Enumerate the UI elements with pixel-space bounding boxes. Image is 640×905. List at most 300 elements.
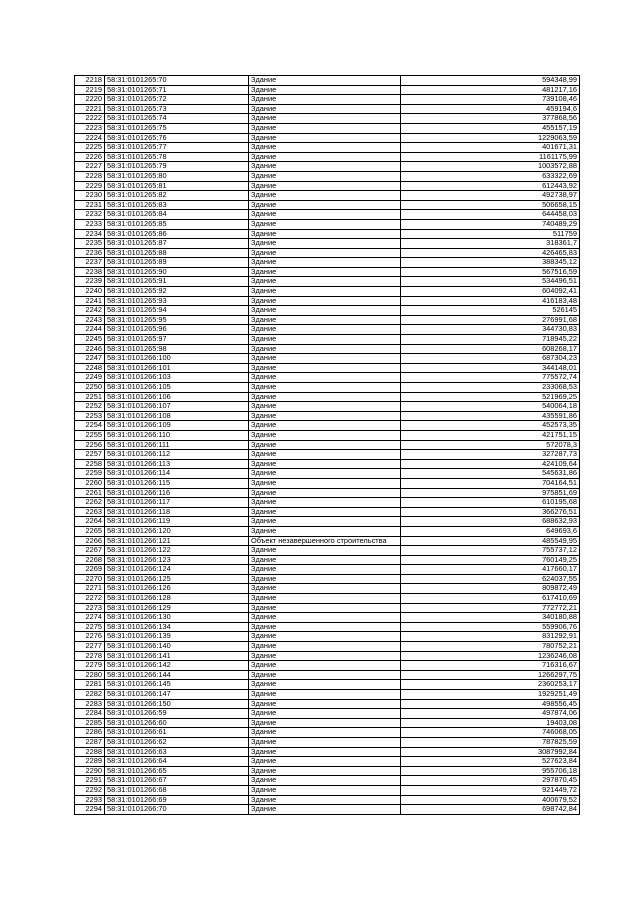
cadastral-value: 608268,17: [401, 344, 580, 354]
table-row: [75, 642, 580, 652]
object-type: Здание: [249, 699, 401, 709]
object-type: Здание: [249, 709, 401, 719]
cadastral-value: 772772,21: [401, 603, 580, 613]
cadastral-number: 58:31:0101265:82: [105, 191, 249, 201]
cadastral-value-table: [74, 75, 580, 815]
cadastral-number: 58:31:0101265:95: [105, 315, 249, 325]
object-type: Здание: [249, 517, 401, 527]
table-row: [75, 574, 580, 584]
cadastral-number: 58:31:0101265:90: [105, 267, 249, 277]
row-number: 2249: [75, 373, 105, 383]
table-row: [75, 622, 580, 632]
object-type: Здание: [249, 498, 401, 508]
row-number: 2285: [75, 718, 105, 728]
cadastral-value: 559906,76: [401, 622, 580, 632]
cadastral-value: 426465,83: [401, 248, 580, 258]
table-row: [75, 114, 580, 124]
table-row: [75, 200, 580, 210]
table-row: [75, 325, 580, 335]
object-type: Здание: [249, 469, 401, 479]
cadastral-number: 58:31:0101266:144: [105, 670, 249, 680]
row-number: 2273: [75, 603, 105, 613]
table-row: [75, 632, 580, 642]
row-number: 2221: [75, 104, 105, 114]
cadastral-number: 58:31:0101265:98: [105, 344, 249, 354]
object-type: Здание: [249, 267, 401, 277]
cadastral-number: 58:31:0101266:124: [105, 565, 249, 575]
object-type: Здание: [249, 277, 401, 287]
object-type: Здание: [249, 594, 401, 604]
table-row: [75, 488, 580, 498]
cadastral-number: 58:31:0101266:65: [105, 766, 249, 776]
table-row: [75, 478, 580, 488]
cadastral-number: 58:31:0101265:96: [105, 325, 249, 335]
cadastral-number: 58:31:0101265:70: [105, 76, 249, 86]
cadastral-value: 624037,55: [401, 574, 580, 584]
cadastral-value: 1161175,99: [401, 152, 580, 162]
row-number: 2220: [75, 95, 105, 105]
object-type: Здание: [249, 85, 401, 95]
table-row: [75, 296, 580, 306]
cadastral-number: 58:31:0101266:118: [105, 507, 249, 517]
cadastral-value: 831292,91: [401, 632, 580, 642]
cadastral-value: 1236246,08: [401, 651, 580, 661]
row-number: 2262: [75, 498, 105, 508]
cadastral-number: 58:31:0101266:126: [105, 584, 249, 594]
cadastral-value: 416183,48: [401, 296, 580, 306]
cadastral-value: 485549,95: [401, 536, 580, 546]
row-number: 2219: [75, 85, 105, 95]
table-row: [75, 603, 580, 613]
object-type: Здание: [249, 728, 401, 738]
cadastral-number: 58:31:0101265:87: [105, 239, 249, 249]
cadastral-value: 366276,51: [401, 507, 580, 517]
object-type: Здание: [249, 430, 401, 440]
object-type: Здание: [249, 766, 401, 776]
object-type: Здание: [249, 181, 401, 191]
cadastral-value: 233068,53: [401, 383, 580, 393]
cadastral-value: 610195,68: [401, 498, 580, 508]
object-type: Здание: [249, 526, 401, 536]
table-row: [75, 354, 580, 364]
row-number: 2226: [75, 152, 105, 162]
row-number: 2263: [75, 507, 105, 517]
table-row: [75, 690, 580, 700]
object-type: Здание: [249, 776, 401, 786]
table-row: [75, 526, 580, 536]
row-number: 2238: [75, 267, 105, 277]
cadastral-value: 534496,51: [401, 277, 580, 287]
cadastral-number: 58:31:0101266:123: [105, 555, 249, 565]
object-type: Здание: [249, 143, 401, 153]
cadastral-value: 617410,69: [401, 594, 580, 604]
table-row: [75, 670, 580, 680]
object-type: Здание: [249, 344, 401, 354]
table-row: [75, 651, 580, 661]
row-number: 2265: [75, 526, 105, 536]
cadastral-value: 459194,6: [401, 104, 580, 114]
table-row: [75, 776, 580, 786]
object-type: Здание: [249, 104, 401, 114]
table-row: [75, 104, 580, 114]
table-row: [75, 728, 580, 738]
cadastral-number: 58:31:0101265:79: [105, 162, 249, 172]
table-row: [75, 85, 580, 95]
cadastral-value: 545631,86: [401, 469, 580, 479]
cadastral-number: 58:31:0101266:134: [105, 622, 249, 632]
row-number: 2248: [75, 363, 105, 373]
row-number: 2246: [75, 344, 105, 354]
cadastral-number: 58:31:0101266:69: [105, 795, 249, 805]
cadastral-value: 787825,59: [401, 737, 580, 747]
cadastral-number: 58:31:0101266:145: [105, 680, 249, 690]
row-number: 2292: [75, 785, 105, 795]
cadastral-number: 58:31:0101265:77: [105, 143, 249, 153]
cadastral-value: 497874,06: [401, 709, 580, 719]
table-row: [75, 239, 580, 249]
cadastral-number: 58:31:0101266:67: [105, 776, 249, 786]
cadastral-value: 704164,51: [401, 478, 580, 488]
object-type: Здание: [249, 459, 401, 469]
table-row: [75, 680, 580, 690]
cadastral-value: 452573,35: [401, 421, 580, 431]
cadastral-number: 58:31:0101266:108: [105, 411, 249, 421]
table-row: [75, 498, 580, 508]
table-row: [75, 171, 580, 181]
row-number: 2258: [75, 459, 105, 469]
object-type: Здание: [249, 191, 401, 201]
cadastral-number: 58:31:0101265:78: [105, 152, 249, 162]
object-type: Здание: [249, 488, 401, 498]
table-row: [75, 162, 580, 172]
cadastral-number: 58:31:0101266:107: [105, 402, 249, 412]
cadastral-number: 58:31:0101266:103: [105, 373, 249, 383]
row-number: 2234: [75, 229, 105, 239]
row-number: 2264: [75, 517, 105, 527]
object-type: Здание: [249, 450, 401, 460]
table-row: [75, 805, 580, 815]
row-number: 2281: [75, 680, 105, 690]
object-type: Здание: [249, 287, 401, 297]
cadastral-value: 2360253,17: [401, 680, 580, 690]
table-row: [75, 411, 580, 421]
row-number: 2251: [75, 392, 105, 402]
object-type: Здание: [249, 440, 401, 450]
cadastral-number: 58:31:0101266:130: [105, 613, 249, 623]
object-type: Здание: [249, 325, 401, 335]
cadastral-number: 58:31:0101266:142: [105, 661, 249, 671]
row-number: 2241: [75, 296, 105, 306]
cadastral-number: 58:31:0101265:94: [105, 306, 249, 316]
row-number: 2252: [75, 402, 105, 412]
cadastral-number: 58:31:0101266:121: [105, 536, 249, 546]
table-row: [75, 248, 580, 258]
cadastral-number: 58:31:0101266:116: [105, 488, 249, 498]
cadastral-value: 1003572,88: [401, 162, 580, 172]
object-type: Здание: [249, 613, 401, 623]
cadastral-number: 58:31:0101266:112: [105, 450, 249, 460]
cadastral-value: 521969,25: [401, 392, 580, 402]
cadastral-value: 739108,46: [401, 95, 580, 105]
object-type: Здание: [249, 642, 401, 652]
cadastral-number: 58:31:0101266:62: [105, 737, 249, 747]
table-row: [75, 210, 580, 220]
row-number: 2279: [75, 661, 105, 671]
cadastral-value: 511759: [401, 229, 580, 239]
cadastral-value: 1929251,49: [401, 690, 580, 700]
table-row: [75, 661, 580, 671]
table-row: [75, 421, 580, 431]
cadastral-number: 58:31:0101266:120: [105, 526, 249, 536]
cadastral-value: 340180,88: [401, 613, 580, 623]
object-type: Здание: [249, 565, 401, 575]
cadastral-value: 604092,41: [401, 287, 580, 297]
row-number: 2272: [75, 594, 105, 604]
cadastral-number: 58:31:0101265:71: [105, 85, 249, 95]
cadastral-value: 481217,16: [401, 85, 580, 95]
table-row: [75, 191, 580, 201]
object-type: Здание: [249, 670, 401, 680]
table-row: [75, 258, 580, 268]
cadastral-value: 327287,73: [401, 450, 580, 460]
object-type: Здание: [249, 114, 401, 124]
row-number: 2274: [75, 613, 105, 623]
object-type: Здание: [249, 507, 401, 517]
table-row: [75, 229, 580, 239]
cadastral-number: 58:31:0101265:91: [105, 277, 249, 287]
table-row: [75, 383, 580, 393]
row-number: 2250: [75, 383, 105, 393]
table-row: [75, 123, 580, 133]
cadastral-number: 58:31:0101266:129: [105, 603, 249, 613]
object-type: Здание: [249, 690, 401, 700]
cadastral-number: 58:31:0101266:150: [105, 699, 249, 709]
row-number: 2294: [75, 805, 105, 815]
cadastral-number: 58:31:0101266:110: [105, 430, 249, 440]
cadastral-number: 58:31:0101266:106: [105, 392, 249, 402]
object-type: Здание: [249, 373, 401, 383]
cadastral-value: 975851,69: [401, 488, 580, 498]
cadastral-number: 58:31:0101265:97: [105, 335, 249, 345]
row-number: 2259: [75, 469, 105, 479]
object-type: Здание: [249, 219, 401, 229]
object-type: Объект незавершенного строительства: [249, 536, 401, 546]
table-row: [75, 440, 580, 450]
table-row: [75, 565, 580, 575]
cadastral-value: 1229063,59: [401, 133, 580, 143]
cadastral-value: 687304,23: [401, 354, 580, 364]
row-number: 2287: [75, 737, 105, 747]
cadastral-number: 58:31:0101266:105: [105, 383, 249, 393]
object-type: Здание: [249, 162, 401, 172]
table-row: [75, 392, 580, 402]
row-number: 2267: [75, 546, 105, 556]
table-row: [75, 219, 580, 229]
row-number: 2280: [75, 670, 105, 680]
cadastral-number: 58:31:0101266:111: [105, 440, 249, 450]
row-number: 2225: [75, 143, 105, 153]
cadastral-number: 58:31:0101266:61: [105, 728, 249, 738]
object-type: Здание: [249, 239, 401, 249]
row-number: 2244: [75, 325, 105, 335]
cadastral-value: 921449,72: [401, 785, 580, 795]
row-number: 2236: [75, 248, 105, 258]
object-type: Здание: [249, 335, 401, 345]
table-row: [75, 315, 580, 325]
object-type: Здание: [249, 661, 401, 671]
cadastral-number: 58:31:0101265:74: [105, 114, 249, 124]
table-row: [75, 95, 580, 105]
cadastral-value: 388345,12: [401, 258, 580, 268]
row-number: 2288: [75, 747, 105, 757]
cadastral-number: 58:31:0101266:119: [105, 517, 249, 527]
object-type: Здание: [249, 76, 401, 86]
cadastral-number: 58:31:0101266:125: [105, 574, 249, 584]
row-number: 2275: [75, 622, 105, 632]
cadastral-value: 19403,08: [401, 718, 580, 728]
cadastral-number: 58:31:0101266:141: [105, 651, 249, 661]
row-number: 2277: [75, 642, 105, 652]
cadastral-value: 417660,17: [401, 565, 580, 575]
cadastral-value: 318361,7: [401, 239, 580, 249]
cadastral-number: 58:31:0101265:89: [105, 258, 249, 268]
row-number: 2282: [75, 690, 105, 700]
cadastral-number: 58:31:0101265:85: [105, 219, 249, 229]
table-row: [75, 709, 580, 719]
object-type: Здание: [249, 210, 401, 220]
object-type: Здание: [249, 200, 401, 210]
row-number: 2257: [75, 450, 105, 460]
table-row: [75, 555, 580, 565]
row-number: 2286: [75, 728, 105, 738]
cadastral-number: 58:31:0101266:128: [105, 594, 249, 604]
object-type: Здание: [249, 421, 401, 431]
cadastral-value: 498556,45: [401, 699, 580, 709]
object-type: Здание: [249, 248, 401, 258]
row-number: 2228: [75, 171, 105, 181]
object-type: Здание: [249, 757, 401, 767]
table-row: [75, 517, 580, 527]
cadastral-value: 594348,99: [401, 76, 580, 86]
cadastral-number: 58:31:0101266:70: [105, 805, 249, 815]
cadastral-value: 740489,29: [401, 219, 580, 229]
cadastral-value: 492738,97: [401, 191, 580, 201]
object-type: Здание: [249, 258, 401, 268]
row-number: 2253: [75, 411, 105, 421]
cadastral-value: 435591,86: [401, 411, 580, 421]
row-number: 2224: [75, 133, 105, 143]
table-row: [75, 785, 580, 795]
object-type: Здание: [249, 306, 401, 316]
table-row: [75, 536, 580, 546]
object-type: Здание: [249, 411, 401, 421]
cadastral-value: 688632,93: [401, 517, 580, 527]
cadastral-value: 809872,49: [401, 584, 580, 594]
row-number: 2237: [75, 258, 105, 268]
object-type: Здание: [249, 632, 401, 642]
row-number: 2240: [75, 287, 105, 297]
cadastral-value: 424109,64: [401, 459, 580, 469]
cadastral-value: 344730,83: [401, 325, 580, 335]
cadastral-number: 58:31:0101266:64: [105, 757, 249, 767]
cadastral-value: 716316,67: [401, 661, 580, 671]
row-number: 2239: [75, 277, 105, 287]
object-type: Здание: [249, 805, 401, 815]
cadastral-value: 698742,84: [401, 805, 580, 815]
cadastral-value: 400679,52: [401, 795, 580, 805]
cadastral-number: 58:31:0101266:117: [105, 498, 249, 508]
cadastral-number: 58:31:0101266:114: [105, 469, 249, 479]
cadastral-value: 297870,45: [401, 776, 580, 786]
row-number: 2256: [75, 440, 105, 450]
row-number: 2283: [75, 699, 105, 709]
row-number: 2261: [75, 488, 105, 498]
row-number: 2291: [75, 776, 105, 786]
row-number: 2270: [75, 574, 105, 584]
cadastral-number: 58:31:0101266:122: [105, 546, 249, 556]
object-type: Здание: [249, 152, 401, 162]
table-row: [75, 613, 580, 623]
object-type: Здание: [249, 95, 401, 105]
cadastral-number: 58:31:0101265:84: [105, 210, 249, 220]
row-number: 2271: [75, 584, 105, 594]
table-row: [75, 402, 580, 412]
object-type: Здание: [249, 747, 401, 757]
table-row: [75, 747, 580, 757]
object-type: Здание: [249, 651, 401, 661]
cadastral-number: 58:31:0101266:147: [105, 690, 249, 700]
object-type: Здание: [249, 785, 401, 795]
cadastral-number: 58:31:0101265:73: [105, 104, 249, 114]
cadastral-number: 58:31:0101266:100: [105, 354, 249, 364]
table-row: [75, 373, 580, 383]
cadastral-number: 58:31:0101266:60: [105, 718, 249, 728]
cadastral-value: 527623,84: [401, 757, 580, 767]
table-row: [75, 584, 580, 594]
row-number: 2245: [75, 335, 105, 345]
object-type: Здание: [249, 737, 401, 747]
table-row: [75, 450, 580, 460]
cadastral-value: 540064,18: [401, 402, 580, 412]
object-type: Здание: [249, 718, 401, 728]
row-number: 2223: [75, 123, 105, 133]
cadastral-value: 401671,31: [401, 143, 580, 153]
table-row: [75, 344, 580, 354]
row-number: 2231: [75, 200, 105, 210]
table-row: [75, 181, 580, 191]
object-type: Здание: [249, 123, 401, 133]
cadastral-value: 455157,19: [401, 123, 580, 133]
table-row: [75, 133, 580, 143]
cadastral-number: 58:31:0101265:75: [105, 123, 249, 133]
table-row: [75, 795, 580, 805]
cadastral-number: 58:31:0101265:81: [105, 181, 249, 191]
row-number: 2266: [75, 536, 105, 546]
row-number: 2293: [75, 795, 105, 805]
row-number: 2222: [75, 114, 105, 124]
cadastral-value: 780752,21: [401, 642, 580, 652]
cadastral-value: 746068,05: [401, 728, 580, 738]
row-number: 2229: [75, 181, 105, 191]
row-number: 2232: [75, 210, 105, 220]
cadastral-value: 506658,15: [401, 200, 580, 210]
object-type: Здание: [249, 584, 401, 594]
row-number: 2268: [75, 555, 105, 565]
cadastral-number: 58:31:0101266:139: [105, 632, 249, 642]
cadastral-number: 58:31:0101265:92: [105, 287, 249, 297]
cadastral-value: 377868,56: [401, 114, 580, 124]
object-type: Здание: [249, 795, 401, 805]
